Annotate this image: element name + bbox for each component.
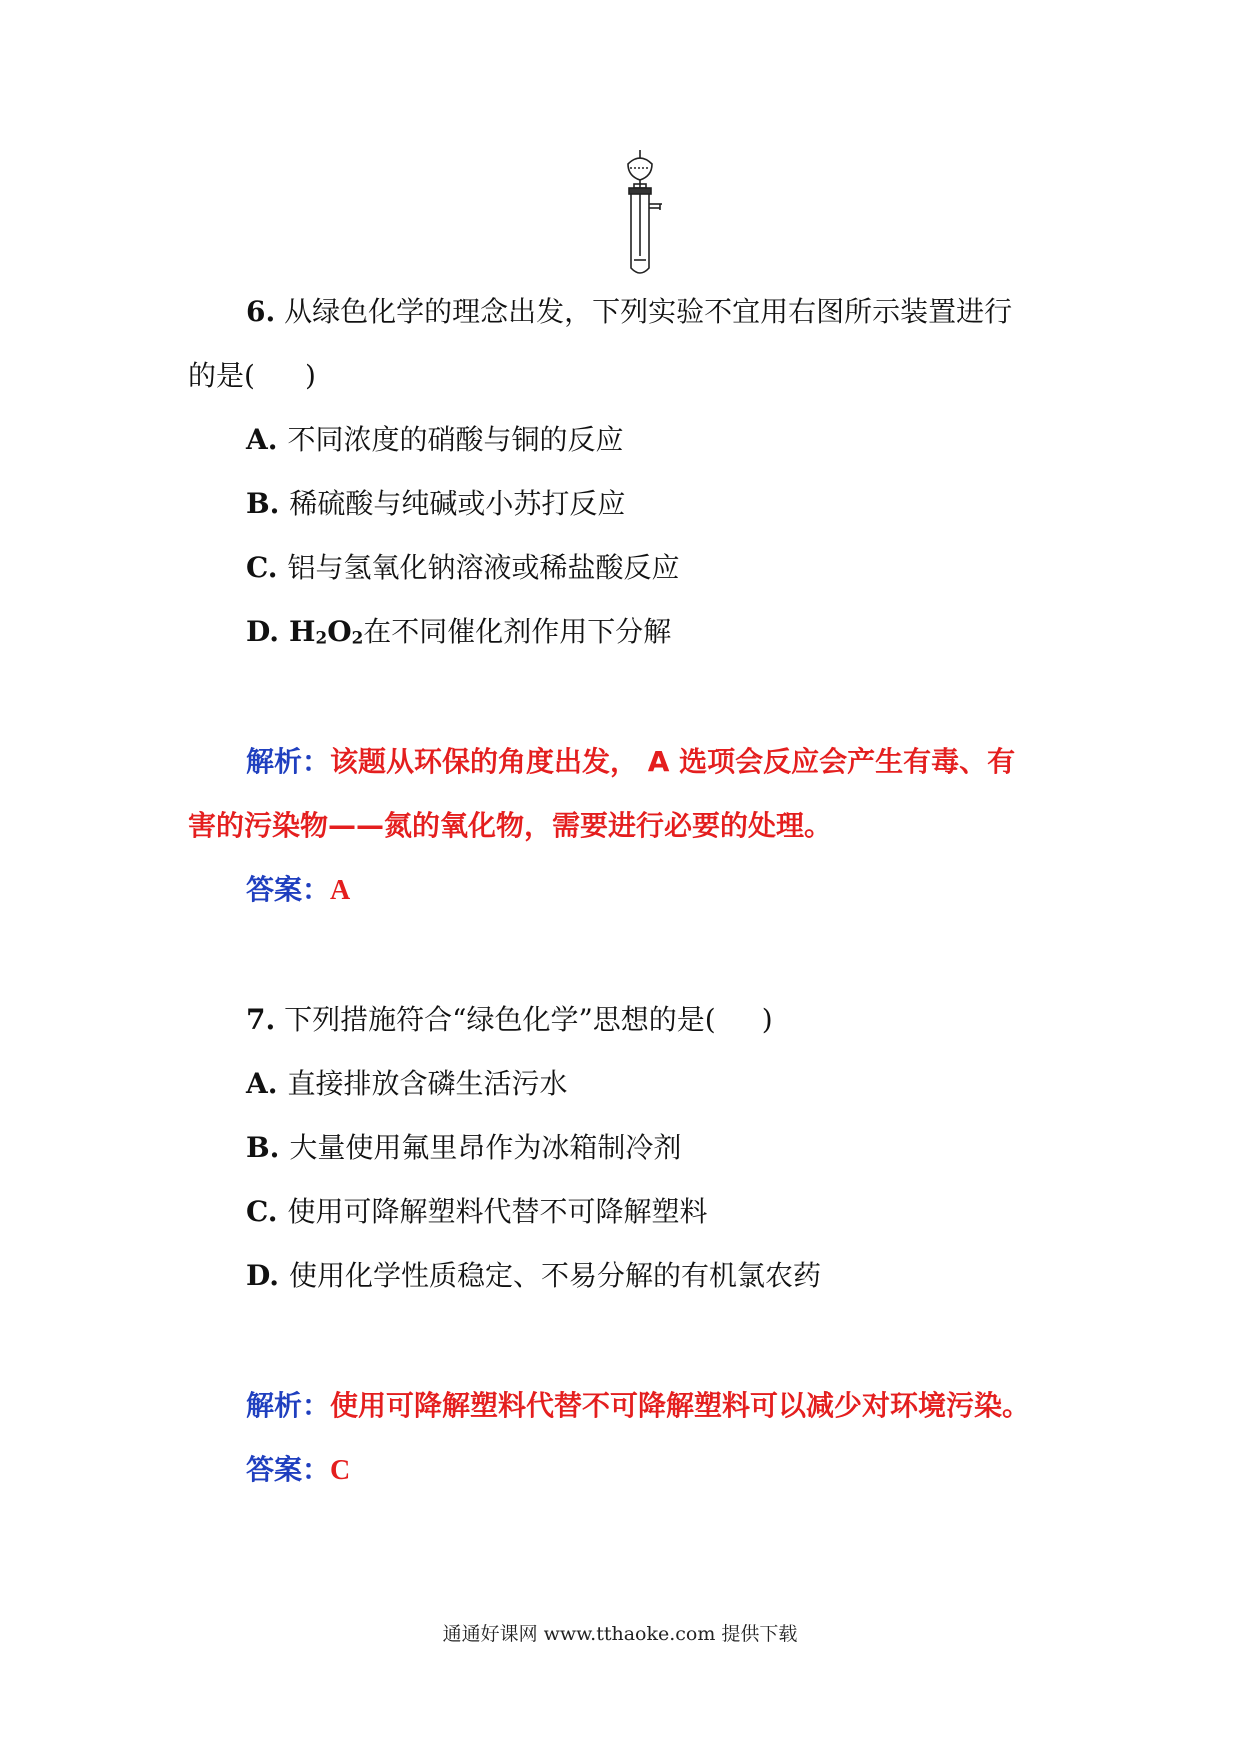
q6-number: 6. <box>246 295 276 328</box>
q6-analysis-line1 <box>246 742 1015 782</box>
q6-option-c <box>246 548 680 588</box>
answer-value: A <box>330 875 351 906</box>
option-text: 使用化学性质稳定、不易分解的有机氯农药 <box>289 1259 822 1292</box>
option-letter: B. <box>246 1131 280 1164</box>
q7-stem-suffix: ) <box>761 1003 773 1036</box>
q7-answer <box>246 1450 350 1491</box>
q6-stem-prefix: 的是( <box>188 359 255 392</box>
q7-option-b <box>246 1128 681 1168</box>
formula-subscript: 2 <box>351 627 364 648</box>
option-letter: D. <box>246 1259 280 1292</box>
q6-stem-suffix: ) <box>304 359 316 392</box>
analysis-text: 使用可降解塑料代替不可降解塑料可以减少对环境污染。 <box>330 1389 1031 1422</box>
q6-option-b <box>246 484 625 524</box>
q7-analysis <box>246 1386 1030 1426</box>
q7-option-c <box>246 1192 708 1232</box>
answer-value: C <box>330 1455 351 1486</box>
option-text: 使用可降解塑料代替不可降解塑料 <box>287 1195 708 1228</box>
lab-apparatus-illustration <box>612 148 668 280</box>
option-letter: C. <box>246 1195 278 1228</box>
q6-stem-line2 <box>188 356 316 396</box>
h2o2-formula <box>289 615 363 648</box>
q7-stem <box>246 1000 773 1040</box>
option-text: 铝与氢氧化钠溶液或稀盐酸反应 <box>287 551 680 584</box>
option-letter: D. <box>246 615 280 648</box>
q6-option-a <box>246 420 624 460</box>
analysis-text: 该题从环保的角度出发， A 选项会反应会产生有毒、有 <box>330 745 1016 778</box>
answer-label: 答案： <box>246 873 331 906</box>
option-letter: B. <box>246 487 280 520</box>
q6-answer <box>246 870 350 911</box>
q6-stem-text: 从绿色化学的理念出发，下列实验不宜用右图所示装置进行 <box>284 295 1013 328</box>
option-text: 稀硫酸与纯碱或小苏打反应 <box>289 487 626 520</box>
q7-option-a <box>246 1064 568 1104</box>
option-letter: A. <box>246 423 278 456</box>
option-text: 直接排放含磷生活污水 <box>287 1067 568 1100</box>
formula-subscript: 2 <box>315 627 328 648</box>
q7-option-d <box>246 1256 821 1296</box>
formula-part: H <box>289 615 316 648</box>
analysis-label: 解析： <box>246 1389 331 1422</box>
formula-part: O <box>327 615 352 648</box>
q7-number: 7. <box>246 1003 276 1036</box>
q7-stem-text: 下列措施符合“绿色化学”思想的是( <box>284 1003 716 1036</box>
q6-option-d <box>246 612 671 658</box>
option-text: 在不同催化剂作用下分解 <box>363 615 672 648</box>
q6-analysis-line2 <box>188 806 832 846</box>
q6-stem-line1 <box>246 292 1012 332</box>
analysis-label: 解析： <box>246 745 331 778</box>
answer-label: 答案： <box>246 1453 331 1486</box>
option-text: 不同浓度的硝酸与铜的反应 <box>287 423 624 456</box>
analysis-text: 害的污染物——氮的氧化物，需要进行必要的处理。 <box>188 809 833 842</box>
page-footer: 通通好课网 www.tthaoke.com 提供下载 <box>442 1623 798 1645</box>
option-letter: C. <box>246 551 278 584</box>
option-text: 大量使用氟里昂作为冰箱制冷剂 <box>289 1131 682 1164</box>
option-letter: A. <box>246 1067 278 1100</box>
